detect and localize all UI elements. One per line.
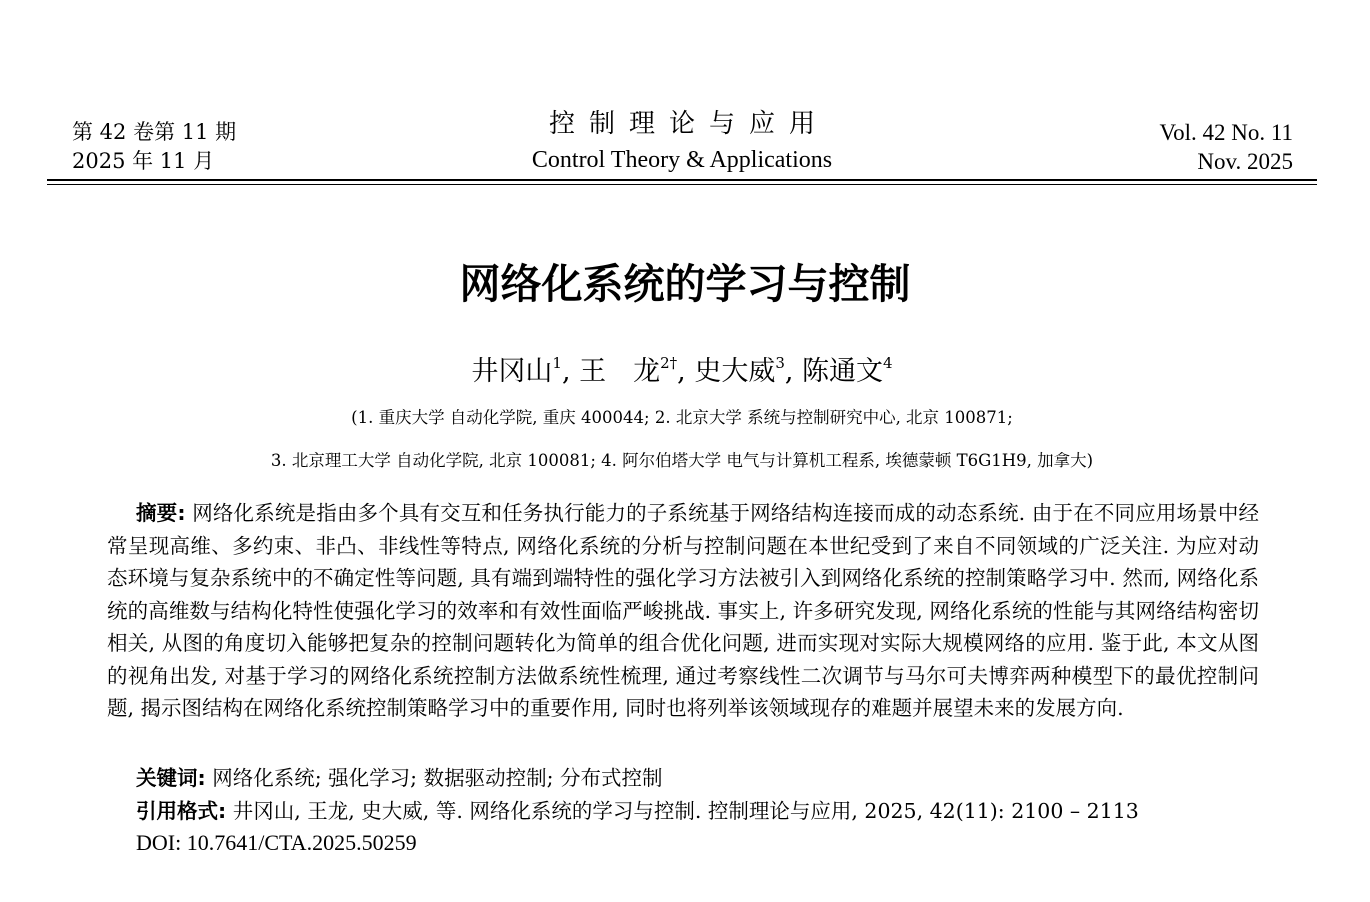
volume-issue-en: Vol. 42 No. 11 — [1159, 120, 1293, 145]
date-cn: 2025 年 11 月 — [72, 149, 215, 173]
affiliation-line: (1. 重庆大学 自动化学院, 重庆 400044; 2. 北京大学 系统与控制研究中心, 北京 100871; — [351, 408, 1013, 427]
author-affil-mark: 4 — [883, 354, 893, 372]
volume-issue-cn: 第 42 卷第 11 期 — [72, 120, 237, 144]
author-list: 井冈山$^1$, 王 龙$^{2\dagger}$, 史大威$^3$, 陈通文$^4$ — [471, 354, 893, 387]
author-name: 史大威 — [694, 356, 776, 387]
abstract-label: 摘要: — [136, 501, 186, 525]
author-affil-mark: 2† — [660, 354, 678, 372]
keywords — [136, 762, 663, 794]
author-affil-mark: 1 — [552, 354, 562, 372]
abstract-text: 网络化系统是指由多个具有交互和任务执行能力的子系统基于网络结构连接而成的动态系统. 由于在不同应用场景中经常呈现高维、多约束、非凸、非线性等特点, 网络化系统的分析与控制问题在本世纪受到了来自不同领域的广泛关注. 为应对动态环境与复杂系统中的不确定性等问题, 具有端到端特性的强化学习方法被引入到网络化系统的控制策略学习中. 然而, 网络化系统的高维数与结构化特性使强化学习的效率和有效性面临严峻挑战. 事实上, 许多研究发现, 网络化系统的性能与其网络结构密切相关, 从图的角度切入能够把复杂的控制问题转化为简单的组合优化问题, 进而实现对实际大规模网络的应用. 鉴于此, 本文从图的视角出发, 对基于学习的网络化系统控制方法做系统性梳理, 通过考察线性二次调节与马尔可夫博弈两种模型下的最优控制问题, 揭示图结构在网络化系统控制策略学习中的重要作用, 同时也将列举该领域现存的难题并展望未来的发展方向. — [107, 501, 1259, 720]
doi-link[interactable]: DOI: 10.7641/CTA.2025.50259 — [136, 830, 417, 855]
citation-label: 引用格式: — [136, 799, 227, 823]
author-name: 王 龙 — [579, 356, 661, 387]
header-rule-thick — [47, 179, 1317, 181]
citation-text: 井冈山, 王龙, 史大威, 等. 网络化系统的学习与控制. 控制理论与应用, 2025, 42(11): 2100 – 2113 — [232, 799, 1139, 823]
author-name: 陈通文 — [802, 356, 884, 387]
affiliation-line: 3. 北京理工大学 自动化学院, 北京 100081; 4. 阿尔伯塔大学 电气与计算机工程系, 埃德蒙顿 T6G1H9, 加拿大) — [270, 451, 1094, 470]
header-rule-thin — [47, 184, 1317, 185]
keywords-text: 网络化系统; 强化学习; 数据驱动控制; 分布式控制 — [212, 766, 663, 790]
header-left — [72, 118, 236, 176]
paper-title: 网络化系统的学习与控制 — [459, 260, 911, 308]
journal-name-cn: 控制理论与应用 — [548, 109, 829, 139]
journal-name — [382, 106, 982, 176]
author-name: 井冈山 — [471, 356, 553, 387]
keywords-label: 关键词: — [136, 766, 206, 790]
date-en: Nov. 2025 — [1197, 149, 1293, 174]
journal-name-en: Control Theory & Applications — [531, 147, 833, 173]
author-affil-mark: 3 — [775, 354, 785, 372]
citation-format — [136, 795, 1139, 827]
header-right — [1159, 118, 1293, 176]
abstract — [107, 497, 1259, 725]
